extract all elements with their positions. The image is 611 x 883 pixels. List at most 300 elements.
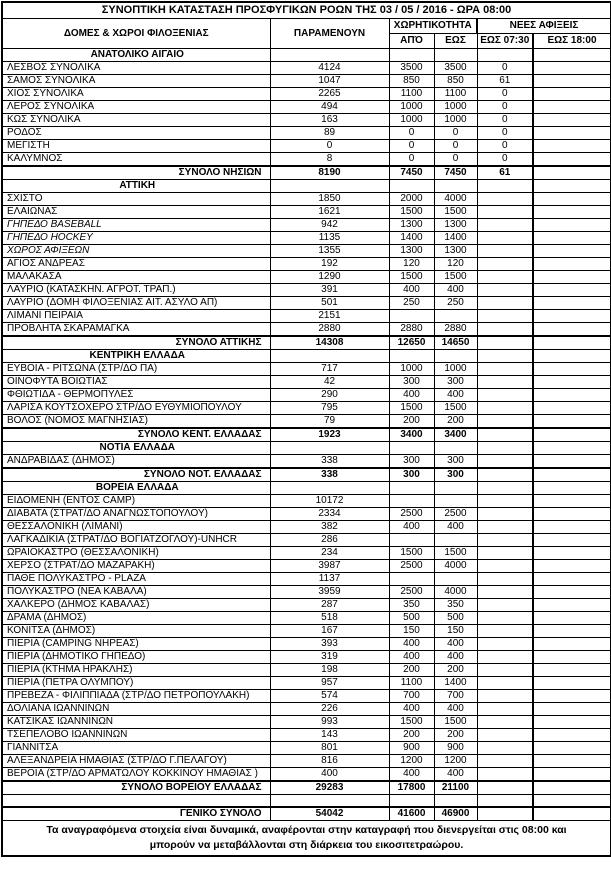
capacity-from-cell: 200 [389,663,434,676]
capacity-from-cell [389,441,434,454]
capacity-to-cell: 150 [434,624,477,637]
column-header-arrivals-0730: ΕΩΣ 07:30 [477,33,533,48]
capacity-from-cell: 0 [389,152,434,166]
remaining-cell: 10172 [270,494,389,507]
facility-name-cell: ΣΥΝΟΛΟ ΝΗΣΙΩΝ [2,166,270,180]
arrivals-1800-cell [533,152,611,166]
capacity-to-cell [434,48,477,61]
capacity-from-cell: 700 [389,689,434,702]
section-header-row [2,481,611,494]
arrivals-1800-cell [533,231,611,244]
capacity-to-cell: 250 [434,296,477,309]
facility-name-cell: ΤΣΕΠΕΛΟΒΟ ΙΩΑΝΝΙΝΩΝ [2,728,270,741]
arrivals-0730-cell [477,179,533,192]
facility-name-cell: ΠΡΟΒΛΗΤΑ ΣΚΑΡΑΜΑΓΚΑ [2,322,270,336]
capacity-to-cell: 350 [434,598,477,611]
table-row [2,257,611,270]
table-row [2,650,611,663]
capacity-to-cell: 700 [434,689,477,702]
remaining-cell [270,179,389,192]
table-row [2,139,611,152]
arrivals-1800-cell [533,296,611,309]
remaining-cell [270,349,389,362]
arrivals-0730-cell: 0 [477,100,533,113]
arrivals-1800-cell [533,349,611,362]
facility-name-cell: ΚΑΛΥΜΝΟΣ [2,152,270,166]
remaining-cell: 8 [270,152,389,166]
capacity-from-cell: 1100 [389,87,434,100]
arrivals-0730-cell [477,468,533,482]
arrivals-1800-cell [533,48,611,61]
arrivals-1800-cell [533,166,611,180]
capacity-from-cell: 300 [389,468,434,482]
facility-name-cell: ΦΘΙΩΤΙΔΑ - ΘΕΡΜΟΠΥΛΕΣ [2,388,270,401]
facility-name-cell: ΣΥΝΟΛΟ ΚΕΝΤ. ΕΛΛΑΔΑΣ [2,428,270,442]
table-row [2,270,611,283]
capacity-to-cell: 1000 [434,362,477,375]
arrivals-0730-cell [477,296,533,309]
table-row [2,637,611,650]
arrivals-0730-cell [477,559,533,572]
capacity-to-cell: 1300 [434,218,477,231]
remaining-cell: 54042 [270,807,389,821]
remaining-cell: 338 [270,468,389,482]
remaining-cell: 1355 [270,244,389,257]
table-row [2,520,611,533]
arrivals-0730-cell [477,244,533,257]
remaining-cell: 226 [270,702,389,715]
arrivals-0730-cell: 0 [477,113,533,126]
arrivals-0730-cell [477,205,533,218]
arrivals-0730-cell: 0 [477,152,533,166]
column-header-new-arrivals: ΝΕΕΣ ΑΦΙΞΕΙΣ [477,18,611,33]
capacity-from-cell [389,494,434,507]
capacity-from-cell: 17800 [389,781,434,795]
arrivals-0730-cell [477,598,533,611]
arrivals-0730-cell [477,611,533,624]
arrivals-0730-cell [477,218,533,231]
capacity-to-cell: 0 [434,139,477,152]
arrivals-0730-cell: 61 [477,74,533,87]
capacity-to-cell [434,794,477,807]
table-header [2,2,611,48]
arrivals-0730-cell [477,533,533,546]
capacity-to-cell: 400 [434,702,477,715]
capacity-to-cell: 1400 [434,231,477,244]
arrivals-1800-cell [533,663,611,676]
remaining-cell: 4124 [270,61,389,74]
capacity-from-cell: 2500 [389,585,434,598]
capacity-from-cell: 400 [389,650,434,663]
arrivals-0730-cell [477,336,533,350]
capacity-from-cell: 7450 [389,166,434,180]
capacity-from-cell: 2880 [389,322,434,336]
header-row-1 [2,18,611,33]
table-row [2,283,611,296]
capacity-to-cell [434,349,477,362]
arrivals-0730-cell [477,481,533,494]
arrivals-1800-cell [533,533,611,546]
remaining-cell: 1923 [270,428,389,442]
capacity-to-cell: 4000 [434,559,477,572]
capacity-from-cell [389,533,434,546]
facility-name-cell: ΜΕΓΙΣΤΗ [2,139,270,152]
arrivals-0730-cell [477,349,533,362]
arrivals-0730-cell [477,676,533,689]
capacity-to-cell: 2880 [434,322,477,336]
facility-name-cell: ΓΙΑΝΝΙΤΣΑ [2,741,270,754]
capacity-to-cell: 1500 [434,546,477,559]
capacity-from-cell [389,794,434,807]
arrivals-1800-cell [533,794,611,807]
facility-name-cell: ΒΟΛΟΣ (ΝΟΜΟΣ ΜΑΓΝΗΣΙΑΣ) [2,414,270,428]
remaining-cell: 393 [270,637,389,650]
capacity-from-cell: 41600 [389,807,434,821]
capacity-to-cell [434,572,477,585]
facility-name-cell: ΚΑΤΣΙΚΑΣ ΙΩΑΝΝΙΝΩΝ [2,715,270,728]
remaining-cell: 801 [270,741,389,754]
remaining-cell: 1290 [270,270,389,283]
arrivals-0730-cell [477,754,533,767]
remaining-cell: 518 [270,611,389,624]
arrivals-1800-cell [533,61,611,74]
capacity-to-cell: 0 [434,126,477,139]
arrivals-0730-cell [477,572,533,585]
section-header-row [2,441,611,454]
facility-name-cell: ΓΗΠΕΔΟ HOCKEY [2,231,270,244]
arrivals-1800-cell [533,767,611,781]
arrivals-0730-cell [477,637,533,650]
capacity-from-cell: 0 [389,126,434,139]
table-row [2,362,611,375]
table-body [2,48,611,820]
remaining-cell: 957 [270,676,389,689]
spacer-row [2,794,611,807]
facility-name-cell: ΧΩΡΟΣ ΑΦΙΞΕΩΝ [2,244,270,257]
remaining-cell: 1047 [270,74,389,87]
grand-total-row [2,807,611,821]
arrivals-1800-cell [533,702,611,715]
arrivals-1800-cell [533,362,611,375]
table-row [2,741,611,754]
remaining-cell: 3987 [270,559,389,572]
facility-name-cell: ΔΟΛΙΑΝΑ ΙΩΑΝΝΙΝΩΝ [2,702,270,715]
remaining-cell: 795 [270,401,389,414]
capacity-to-cell: 3500 [434,61,477,74]
arrivals-1800-cell [533,481,611,494]
arrivals-1800-cell [533,283,611,296]
arrivals-1800-cell [533,401,611,414]
table-row [2,572,611,585]
table-row [2,87,611,100]
capacity-to-cell: 400 [434,283,477,296]
capacity-from-cell: 200 [389,414,434,428]
capacity-from-cell: 300 [389,454,434,468]
capacity-to-cell: 120 [434,257,477,270]
arrivals-0730-cell [477,388,533,401]
table-row [2,296,611,309]
arrivals-0730-cell [477,807,533,821]
arrivals-0730-cell [477,441,533,454]
column-header-capacity: ΧΩΡΗΤΙΚΟΤΗΤΑ [389,18,477,33]
title-row [2,2,611,18]
arrivals-1800-cell [533,676,611,689]
remaining-cell: 942 [270,218,389,231]
capacity-from-cell [389,179,434,192]
table-row [2,113,611,126]
remaining-cell [270,794,389,807]
capacity-to-cell: 1500 [434,205,477,218]
arrivals-1800-cell [533,139,611,152]
arrivals-1800-cell [533,205,611,218]
table-row [2,663,611,676]
capacity-from-cell: 1500 [389,270,434,283]
remaining-cell: 234 [270,546,389,559]
facility-name-cell: ΕΥΒΟΙΑ - ΡΙΤΣΩΝΑ (ΣΤΡ/ΔΟ ΠΑ) [2,362,270,375]
arrivals-1800-cell [533,388,611,401]
remaining-cell: 3959 [270,585,389,598]
facility-name-cell: ΠΙΕΡΙΑ (CAMPING ΝΗΡΕΑΣ) [2,637,270,650]
subtotal-row [2,468,611,482]
capacity-to-cell: 300 [434,375,477,388]
capacity-to-cell: 400 [434,650,477,663]
arrivals-1800-cell [533,244,611,257]
table-row [2,689,611,702]
arrivals-0730-cell [477,624,533,637]
arrivals-1800-cell [533,585,611,598]
arrivals-0730-cell [477,650,533,663]
arrivals-0730-cell [477,520,533,533]
facility-name-cell: ΠΑΘΕ ΠΟΛΥΚΑΣΤΡΟ - PLAZA [2,572,270,585]
remaining-cell: 143 [270,728,389,741]
arrivals-1800-cell [533,468,611,482]
remaining-cell: 8190 [270,166,389,180]
table-row [2,100,611,113]
capacity-from-cell [389,481,434,494]
arrivals-1800-cell [533,689,611,702]
arrivals-0730-cell [477,270,533,283]
remaining-cell: 1621 [270,205,389,218]
table-row [2,754,611,767]
remaining-cell: 192 [270,257,389,270]
facility-name-cell: ΔΙΑΒΑΤΑ (ΣΤΡΑΤ/ΔΟ ΑΝΑΓΝΩΣΤΟΠΟΥΛΟΥ) [2,507,270,520]
facility-name-cell: ΑΓΙΟΣ ΑΝΔΡΕΑΣ [2,257,270,270]
table-row [2,231,611,244]
remaining-cell: 167 [270,624,389,637]
capacity-to-cell: 400 [434,520,477,533]
facility-name-cell [2,794,270,807]
arrivals-1800-cell [533,375,611,388]
table-row [2,388,611,401]
arrivals-0730-cell [477,689,533,702]
capacity-to-cell: 14650 [434,336,477,350]
facility-name-cell: ΣΑΜΟΣ ΣΥΝΟΛΙΚΑ [2,74,270,87]
table-row [2,192,611,205]
remaining-cell: 717 [270,362,389,375]
section-header-row [2,48,611,61]
arrivals-1800-cell [533,113,611,126]
arrivals-1800-cell [533,336,611,350]
capacity-to-cell: 46900 [434,807,477,821]
arrivals-1800-cell [533,126,611,139]
remaining-cell: 198 [270,663,389,676]
capacity-from-cell: 400 [389,283,434,296]
arrivals-1800-cell [533,100,611,113]
facility-name-cell: ΑΝΔΡΑΒΙΔΑΣ (ΔΗΜΟΣ) [2,454,270,468]
table-footer [2,820,611,856]
remaining-cell: 993 [270,715,389,728]
arrivals-0730-cell [477,767,533,781]
capacity-to-cell: 4000 [434,585,477,598]
capacity-to-cell: 400 [434,637,477,650]
capacity-from-cell: 400 [389,520,434,533]
arrivals-0730-cell [477,728,533,741]
arrivals-1800-cell [533,309,611,322]
capacity-from-cell: 1300 [389,244,434,257]
arrivals-0730-cell [477,546,533,559]
capacity-to-cell: 4000 [434,192,477,205]
capacity-to-cell: 850 [434,74,477,87]
facility-name-cell: ΠΟΛΥΚΑΣΤΡΟ (ΝΕΑ ΚΑΒΑΛΑ) [2,585,270,598]
remaining-cell: 1135 [270,231,389,244]
footer-note-row [2,820,611,856]
facility-name-cell: ΕΛΑΙΩΝΑΣ [2,205,270,218]
arrivals-0730-cell [477,663,533,676]
arrivals-0730-cell [477,741,533,754]
facility-name-cell: ΑΤΤΙΚΗ [2,179,270,192]
facility-name-cell: ΕΙΔΟΜΕΝΗ (ΕΝΤΟΣ CAMP) [2,494,270,507]
facility-name-cell: ΛΕΣΒΟΣ ΣΥΝΟΛΙΚΑ [2,61,270,74]
capacity-from-cell [389,48,434,61]
arrivals-0730-cell: 61 [477,166,533,180]
arrivals-1800-cell [533,322,611,336]
capacity-from-cell: 2000 [389,192,434,205]
table-row [2,728,611,741]
remaining-cell: 574 [270,689,389,702]
facility-name-cell: ΝΟΤΙΑ ΕΛΛΑΔΑ [2,441,270,454]
facility-name-cell: ΣΥΝΟΛΟ ΝΟΤ. ΕΛΛΑΔΑΣ [2,468,270,482]
arrivals-1800-cell [533,257,611,270]
table-row [2,152,611,166]
arrivals-0730-cell [477,375,533,388]
table-row [2,611,611,624]
capacity-from-cell: 500 [389,611,434,624]
capacity-from-cell [389,309,434,322]
arrivals-0730-cell [477,507,533,520]
subtotal-row [2,781,611,795]
capacity-from-cell: 1300 [389,218,434,231]
facility-name-cell: ΛΑΡΙΣΑ ΚΟΥΤΣΟΧΕΡΟ ΣΤΡ/ΔΟ ΕΥΘΥΜΙΟΠΟΥΛΟΥ [2,401,270,414]
capacity-from-cell: 1200 [389,754,434,767]
arrivals-0730-cell [477,401,533,414]
table-row [2,702,611,715]
arrivals-0730-cell [477,494,533,507]
arrivals-1800-cell [533,87,611,100]
table-row [2,375,611,388]
facility-name-cell: ΔΡΑΜΑ (ΔΗΜΟΣ) [2,611,270,624]
remaining-cell: 494 [270,100,389,113]
remaining-cell: 391 [270,283,389,296]
arrivals-1800-cell [533,546,611,559]
column-header-remaining: ΠΑΡΑΜΕΝΟΥΝ [270,18,389,48]
remaining-cell: 89 [270,126,389,139]
capacity-from-cell: 3400 [389,428,434,442]
remaining-cell: 2334 [270,507,389,520]
facility-name-cell: ΣΧΙΣΤΟ [2,192,270,205]
capacity-from-cell: 150 [389,624,434,637]
facility-name-cell: ΑΝΑΤΟΛΙΚΟ ΑΙΓΑΙΟ [2,48,270,61]
facility-name-cell: ΠΙΕΡΙΑ (ΚΤΗΜΑ ΗΡΑΚΛΗΣ) [2,663,270,676]
table-row [2,598,611,611]
facility-name-cell: ΧΕΡΣΟ (ΣΤΡΑΤ/ΔΟ ΜΑΖΑΡΑΚΗ) [2,559,270,572]
refugee-flows-table [1,1,611,857]
capacity-to-cell: 200 [434,663,477,676]
table-row [2,454,611,468]
capacity-from-cell: 350 [389,598,434,611]
arrivals-1800-cell [533,428,611,442]
arrivals-0730-cell [477,257,533,270]
capacity-to-cell [434,533,477,546]
arrivals-1800-cell [533,611,611,624]
arrivals-0730-cell: 0 [477,61,533,74]
capacity-from-cell: 400 [389,388,434,401]
facility-name-cell: ΓΕΝΙΚΟ ΣΥΝΟΛΟ [2,807,270,821]
capacity-from-cell: 250 [389,296,434,309]
arrivals-1800-cell [533,559,611,572]
capacity-to-cell: 1100 [434,87,477,100]
remaining-cell: 382 [270,520,389,533]
arrivals-1800-cell [533,715,611,728]
table-row [2,414,611,428]
subtotal-row [2,336,611,350]
capacity-to-cell [434,494,477,507]
section-header-row [2,349,611,362]
arrivals-1800-cell [533,192,611,205]
arrivals-1800-cell [533,270,611,283]
arrivals-1800-cell [533,494,611,507]
facility-name-cell: ΟΙΝΟΦΥΤΑ ΒΟΙΩΤΙΑΣ [2,375,270,388]
capacity-to-cell: 1000 [434,100,477,113]
facility-name-cell: ΓΗΠΕΔΟ BASEBALL [2,218,270,231]
table-row [2,61,611,74]
facility-name-cell: ΒΕΡΟΙΑ (ΣΤΡ/ΔΟ ΑΡΜΑΤΩΛΟΥ ΚΟΚΚΙΝΟΥ ΗΜΑΘΙΑΣ ) [2,767,270,781]
table-row [2,715,611,728]
arrivals-0730-cell [477,702,533,715]
capacity-to-cell: 300 [434,468,477,482]
remaining-cell: 290 [270,388,389,401]
capacity-from-cell: 1000 [389,362,434,375]
capacity-to-cell: 200 [434,728,477,741]
facility-name-cell: ΠΙΕΡΙΑ (ΔΗΜΟΤΙΚΟ ΓΗΠΕΔΟ) [2,650,270,663]
table-row [2,322,611,336]
capacity-from-cell: 1500 [389,546,434,559]
arrivals-0730-cell: 0 [477,139,533,152]
capacity-to-cell: 7450 [434,166,477,180]
capacity-from-cell: 850 [389,74,434,87]
arrivals-1800-cell [533,754,611,767]
table-row [2,559,611,572]
arrivals-1800-cell [533,807,611,821]
remaining-cell: 163 [270,113,389,126]
arrivals-0730-cell [477,192,533,205]
capacity-from-cell: 900 [389,741,434,754]
capacity-from-cell: 1000 [389,100,434,113]
table-row [2,624,611,637]
capacity-to-cell: 1000 [434,113,477,126]
table-row [2,494,611,507]
arrivals-0730-cell [477,48,533,61]
arrivals-0730-cell [477,231,533,244]
